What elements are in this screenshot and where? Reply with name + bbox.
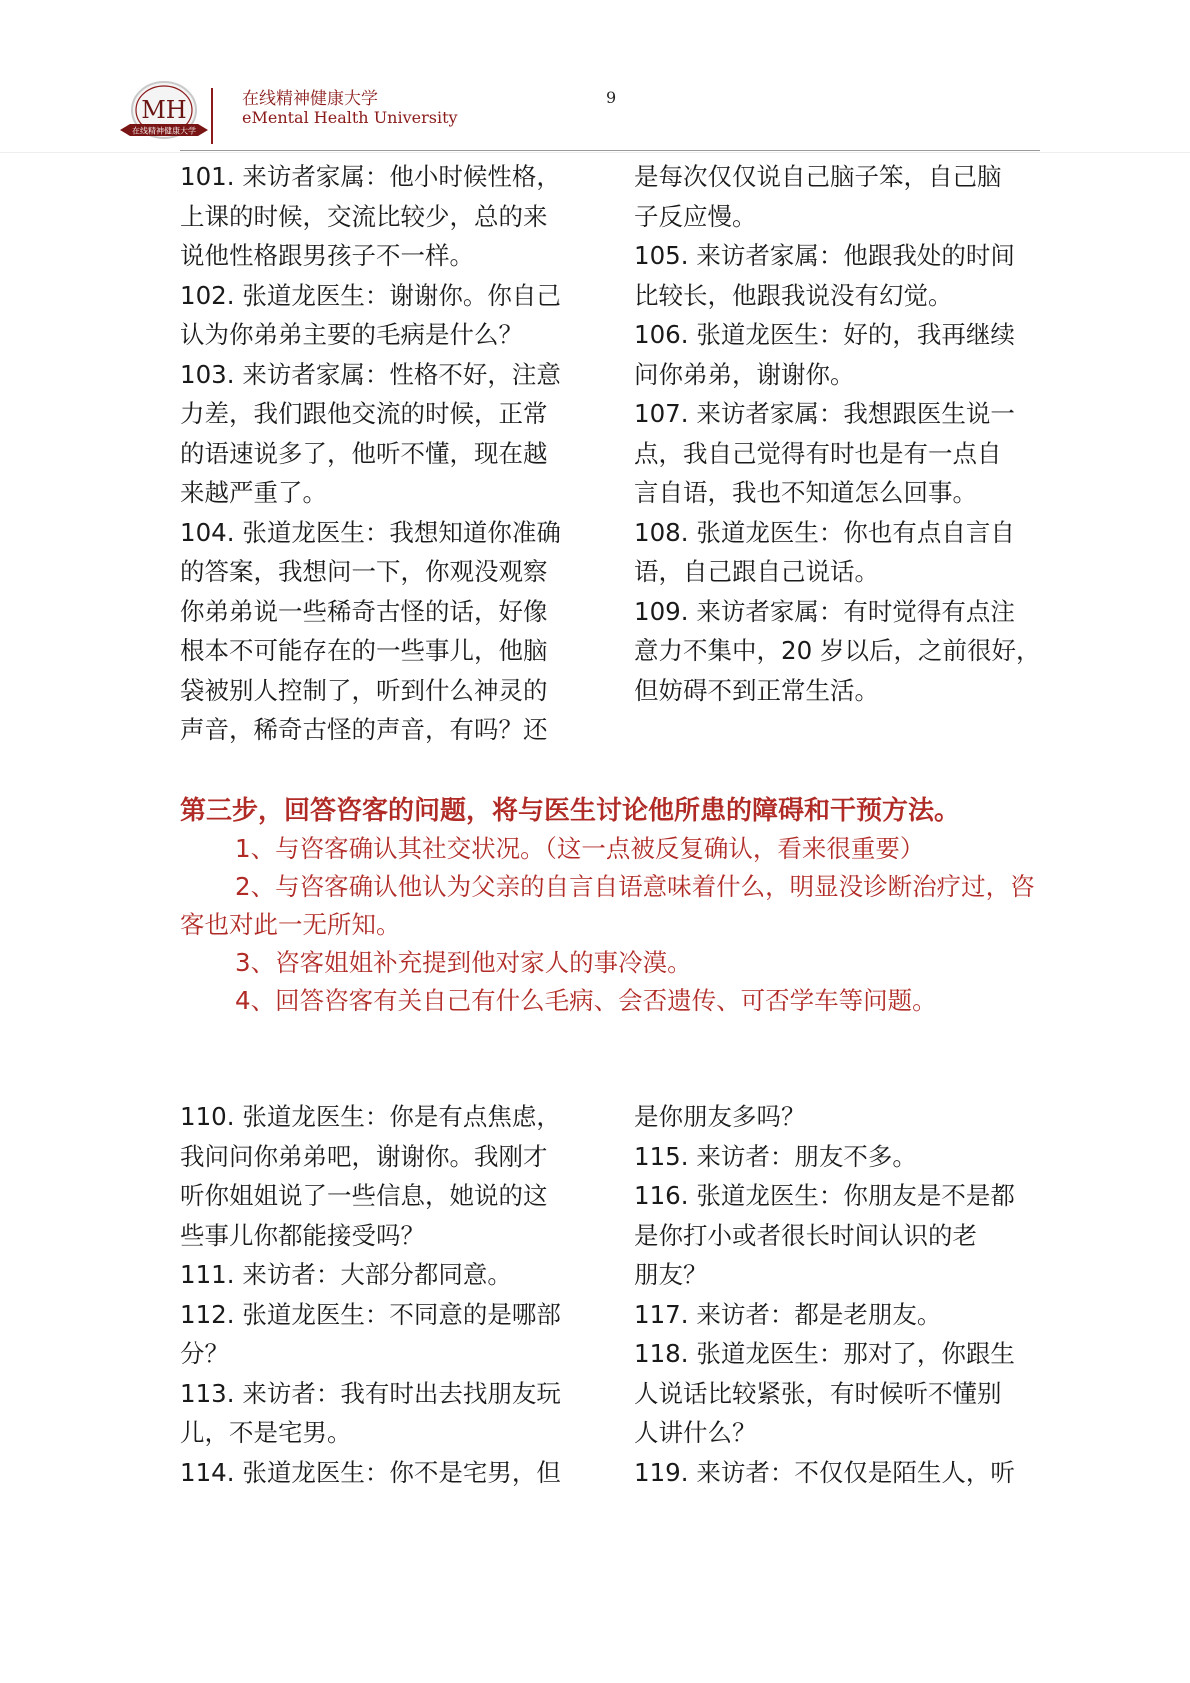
dialogue-line: 107. 来访者家属：我想跟医生说一 <box>634 399 1015 428</box>
dialogue-line: 102. 张道龙医生：谢谢你。你自己 <box>180 280 561 310</box>
dialogue-line: 114. 张道龙医生：你不是宅男，但 <box>180 1457 561 1487</box>
dialogue-line: 来越严重了。 <box>180 478 327 507</box>
dialogue-line: 但妨碍不到正常生活。 <box>634 675 879 705</box>
dialogue-line: 比较长，他跟我说没有幻觉。 <box>634 280 953 310</box>
dialogue-line: 118. 张道龙医生：那对了，你跟生 <box>634 1339 1015 1368</box>
top-right-column <box>634 157 1046 710</box>
dialogue-line: 儿，不是宅男。 <box>180 1418 352 1447</box>
dialogue-line: 问你弟弟，谢谢你。 <box>634 359 855 389</box>
university-logo <box>118 80 210 148</box>
dialogue-line: 子反应慢。 <box>634 201 757 231</box>
header-rule <box>180 150 1040 151</box>
dialogue-line: 认为你弟弟主要的毛病是什么？ <box>180 320 523 349</box>
svg-text:MH: MH <box>141 96 187 124</box>
dialogue-line: 力差，我们跟他交流的时候，正常 <box>180 399 548 428</box>
dialogue-line: 点，我自己觉得有时也是有一点自 <box>634 438 1002 468</box>
dialogue-line: 是每次仅仅说自己脑子笨，自己脑 <box>634 162 1002 191</box>
dialogue-line: 115. 来访者：朋友不多。 <box>634 1141 917 1171</box>
page-number: 9 <box>606 88 617 107</box>
dialogue-line: 101. 来访者家属：他小时候性格， <box>180 162 561 191</box>
dialogue-line: 112. 张道龙医生：不同意的是哪部 <box>180 1299 561 1329</box>
dialogue-line: 的语速说多了，他听不懂，现在越 <box>180 438 548 468</box>
section-heading: 第三步，回答咨客的问题，将与医生讨论他所患的障碍和干预方法。 <box>180 796 961 826</box>
dialogue-line: 些事儿你都能接受吗？ <box>180 1220 425 1250</box>
bottom-right-column <box>634 1097 1046 1492</box>
dialogue-line: 是你朋友多吗？ <box>634 1102 806 1131</box>
dialogue-line: 104. 张道龙医生：我想知道你准确 <box>180 517 561 547</box>
dialogue-line: 我问问你弟弟吧，谢谢你。我刚才 <box>180 1141 548 1171</box>
dialogue-line: 分？ <box>180 1339 229 1368</box>
dialogue-line: 意力不集中，20 岁以后，之前很好， <box>634 636 1041 665</box>
dialogue-line: 言自语，我也不知道怎么回事。 <box>634 478 977 507</box>
dialogue-line: 根本不可能存在的一些事儿，他脑 <box>180 636 548 665</box>
dialogue-line: 113. 来访者：我有时出去找朋友玩 <box>180 1378 561 1408</box>
dialogue-line: 110. 张道龙医生：你是有点焦虑， <box>180 1102 561 1131</box>
page-header <box>0 0 1190 160</box>
university-name-en: eMental Health University <box>242 108 458 127</box>
dialogue-line: 朋友？ <box>634 1260 708 1289</box>
dialogue-line: 是你打小或者很长时间认识的老 <box>634 1220 977 1250</box>
university-name-cn: 在线精神健康大学 <box>242 89 378 109</box>
dialogue-line: 109. 来访者家属：有时觉得有点注 <box>634 596 1015 626</box>
dialogue-line: 116. 张道龙医生：你朋友是不是都 <box>634 1181 1015 1210</box>
dialogue-line: 你弟弟说一些稀奇古怪的话，好像 <box>180 596 548 626</box>
dialogue-line: 上课的时候，交流比较少，总的来 <box>180 201 548 231</box>
dialogue-line: 的答案，我想问一下，你观没观察 <box>180 557 548 586</box>
dialogue-line: 105. 来访者家属：他跟我处的时间 <box>634 241 1015 270</box>
dialogue-line: 117. 来访者：都是老朋友。 <box>634 1299 942 1329</box>
dialogue-line: 108. 张道龙医生：你也有点自言自 <box>634 517 1015 547</box>
svg-text:在线精神健康大学: 在线精神健康大学 <box>132 126 196 136</box>
dialogue-line: 声音，稀奇古怪的声音，有吗？还 <box>180 715 548 744</box>
section-item: 3、咨客姐姐补充提到他对家人的事冷漠。 <box>235 948 692 977</box>
header-rule-light <box>0 152 1190 153</box>
bottom-left-column <box>180 1097 592 1492</box>
dialogue-line: 人讲什么？ <box>634 1418 757 1447</box>
dialogue-line: 111. 来访者：大部分都同意。 <box>180 1260 512 1289</box>
dialogue-line: 119. 来访者：不仅仅是陌生人，听 <box>634 1457 1015 1487</box>
section-item: 2、与咨客确认他认为父亲的自言自语意味着什么，明显没诊断治疗过，咨客也对此一无所知。 <box>180 872 1035 939</box>
dialogue-line: 说他性格跟男孩子不一样。 <box>180 241 474 270</box>
top-left-column <box>180 157 592 750</box>
dialogue-line: 语，自己跟自己说话。 <box>634 557 879 586</box>
dialogue-line: 106. 张道龙医生：好的，我再继续 <box>634 320 1015 349</box>
step-three-section <box>180 792 1045 1020</box>
section-item: 1、与咨客确认其社交状况。（这一点被反复确认，看来很重要） <box>235 834 925 863</box>
dialogue-line: 袋被别人控制了，听到什么神灵的 <box>180 675 548 705</box>
dialogue-line: 103. 来访者家属：性格不好，注意 <box>180 359 561 389</box>
header-divider <box>211 88 213 144</box>
dialogue-line: 听你姐姐说了一些信息，她说的这 <box>180 1181 548 1210</box>
section-item: 4、回答咨客有关自己有什么毛病、会否遗传、可否学车等问题。 <box>235 986 937 1015</box>
dialogue-line: 人说话比较紧张，有时候听不懂别 <box>634 1378 1002 1408</box>
